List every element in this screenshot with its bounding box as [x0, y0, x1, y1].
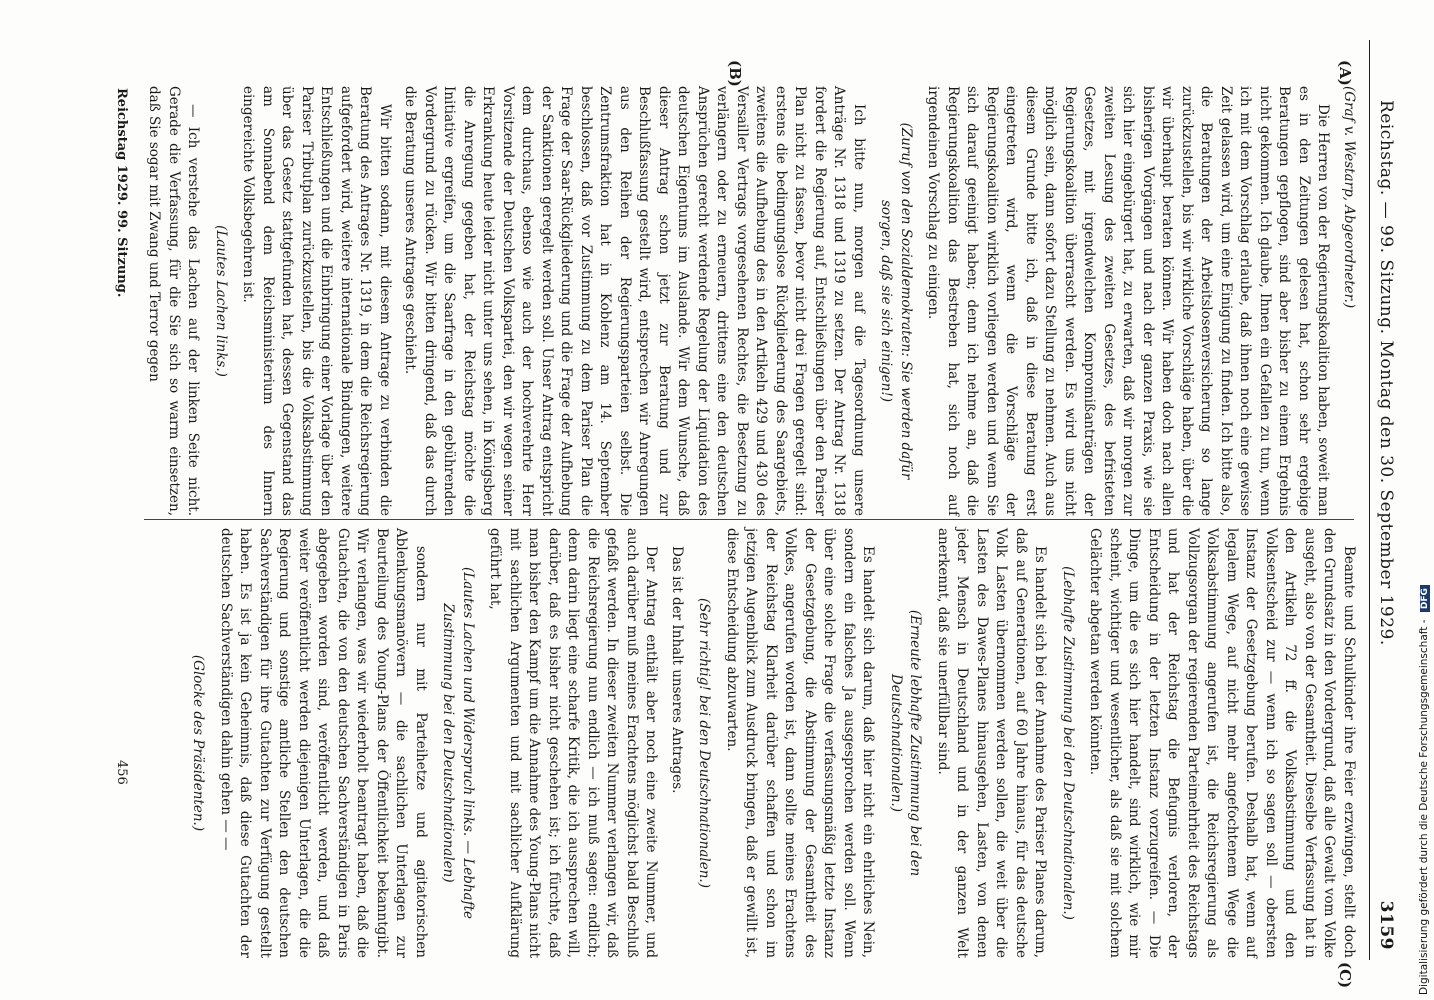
credit-text: Digitalisierung gefördert durch die Deutsche Forschungsgemeinschaft - [1418, 619, 1430, 995]
paragraph: Der Antrag enthält aber noch eine zweite Nummer, und auch darüber muß meines Erachtens möglichst bald Beschluß gefaßt werden. In dieser zweiten Nummer verlangen wir, daß die Reichsregierung nun endlich — ich muß sagen: endlich; denn darin liegt eine scharfe Kritik, die ich aussprechen will, darüber, daß es bisher nicht geschehen ist; ich fürchte, daß man bisher den Kampf um die Annahme des Young-Plans nicht mit sachlichen Argumenten und mit sachlicher Aufklärung geführt hat, [487, 528, 660, 958]
footer-sheet-number: 456 [114, 760, 129, 785]
interjection: (Sehr richtig! bei den Deutschnationalen.) [696, 598, 713, 888]
paragraph: Die Herren von der Regierungskoalition haben, soweit man es in den Zeitungen gelesen hat, schon sehr ergebige Beratungen gepflogen, sind aber bisher zu einem Ergebnis nicht gekommen. Ich glaube, Ihnen ein Gefallen zu tun, wenn ich mit dem Vorschlag erlaube, daß ihnen noch eine gewisse Zeit gelassen wird, um eine Einigung zu finden. Ich bitte also, die Beratungen der Arbeitslosenversicherung so lange zurückzustellen, bis wir wirkliche Vorschläge haben, über die wir überhaupt beraten können. Wir haben doch nach allen bisherigen Vorgängen und nach der ganzen Praxis, wie sie sich hier eingebürgert hat, zu erwarten, daß wir morgen zur zweiten Lesung des zweiten Gesetzes, des befristeten Gesetzes, mit irgendwelchen Kompromißanträgen der Regierungskoalition überrascht werden. Es wird uns nicht möglich sein, dann sofort dazu Stellung zu nehmen. Auch aus diesem Grunde bitte ich, daß in diese Beratung erst eingetreten wird, wenn die Vorschläge der Regierungskoalition wirklich vorliegen werden und wenn Sie sich darauf geeinigt haben; denn ich nehme an, daß die Regierungskoalition das Bestreben hat, sich noch auf irgendeinen Vorschlag zu einigen. [925, 86, 1332, 516]
margin-marker-a: (A) [1336, 60, 1354, 86]
column-divider [144, 519, 1354, 520]
interjection: (Lebhafte Zustimmung bei den Deutschnationalen.) [1060, 566, 1076, 920]
digitization-credit [1418, 588, 1434, 995]
margin-marker-c: (C) [1336, 962, 1354, 989]
left-column [138, 86, 1358, 516]
paragraph: Das ist der Inhalt unseres Antrages. [669, 546, 685, 794]
interjection: (Erneute lebhafte Zustimmung bei den Deutschnationalen.) [888, 609, 924, 877]
dfg-logo: DFG [1420, 585, 1430, 612]
page-number: 3159 [1376, 900, 1396, 950]
interjection: (Lautes Lachen links.) [213, 225, 229, 377]
paragraph: Es handelt sich bei der Annahme des Pariser Planes darum, daß auf Generationen, auf 60 Jahre hinaus, für das deutsche Volk Lasten übernommen werden sollen, die weit über die Lasten des Dawes-Planes hinausgehen, Lasten, von denen jeder Mensch in Deutschland und in der ganzen Welt anerkennt, daß sie unerfüllbar sind. [935, 528, 1049, 958]
paragraph: — Ich verstehe das Lachen auf der linken Seite nicht. Gerade die Verfassung, für die Sie sich so warm einsetzen, daß Sie sogar mit Zwang und Terror gegen [146, 86, 202, 516]
paragraph: sondern nur mit Parteihetze und agitatorischen Ablenkungsmanövern — die sachlichen Unterlagen zur Beurteilung des Young-Plans der Öffentlichkeit bekanntgibt. Wir verlangen, was wir wiederholt beantragt haben, daß die Gutachten, die von den deutschen Sachverständigen in Paris abgegeben worden sind, veröffentlicht werden, und daß weiter veröffentlicht werden diejenigen Unterlagen, die die Regierung und sonstige amtliche Stellen den deutschen Sachverständigen für ihre Gutachten zur Verfügung gestellt haben. Es ist ja kein Geheimnis, daß diese Gutachten der deutschen Sachverständigen dahin gehen — — [218, 528, 429, 958]
footer-session: Reichstag 1929. 99. Sitzung. [114, 88, 129, 298]
margin-marker-b: (B) [726, 60, 744, 87]
speaker-line: (Graf v. Westarp, Abgeordneter.) [1341, 86, 1357, 309]
interjection: (Lautes Lachen und Widerspruch links. — Lebhafte Zustimmung bei den Deutschnationalen) [440, 566, 476, 920]
right-column [180, 528, 1358, 958]
paragraph: Ich bitte nun, morgen auf die Tagesordnung unsere Anträge Nr. 1318 und 1319 zu setzen. Der Antrag Nr. 1318 fordert die Regierung auf, Entschließungen über den Pariser Plan nicht zu fassen, bevor nicht drei Fragen geregelt sind: erstens die bedingungslose Rückgliederung des Saargebiets, zweitens die Aufhebung des in den Artikeln 429 und 430 des Versailler Vertrags vorgesehenen Rechtes, die Besetzung zu verlängern oder zu erneuern, drittens eine den deutschen Ansprüchen gerecht werdende Regelung der Liquidation des deutschen Eigentums im Auslande. Wir dem Wunsche, daß dieser Antrag schon jetzt zur Beratung und zur Beschlußfassung gestellt wird, entsprechen wir Anregungen aus den Reihen der Regierungsparteien selbst. Die Zentrumsfraktion hat in Koblenz am 14. September beschlossen, daß vor Zustimmung zu dem Pariser Plan die Frage der Saar-Rückgliederung und die Frage der Aufhebung der Sanktionen geregelt werden soll. Unser Antrag entspricht dem durchaus, ebenso wie auch der hochverehrte Herr Vorsitzende der Deutschen Volkspartei, den wir wegen seiner Erkrankung heute leider nicht unter uns sehen, in Königsberg die Anregung gegeben hat, der Reichstag möchte die Initiative ergreifen, um die Saarfrage in den gebührenden Vordergrund zu rücken. Wir bitten dringend, daß das durch die Beratung unseres Antrages geschieht. [402, 86, 867, 516]
header-title: Reichstag. — 99. Sitzung. Montag den 30. September 1929. [1376, 100, 1396, 646]
paragraph: Wir bitten sodann, mit diesem Antrage zu verbinden die Beratung des Antrages Nr. 1319, in dem die Reichsregierung aufgefordert wird, weitere internationale Bindungen, weitere Entschließungen und die Einbringung einer Vorlage über den Pariser Tributplan zurückzustellen, bis die Volksabstimmung über das Gesetz stattgefunden hat, dessen Gegenstand das am Sonnabend dem Reichsministerium des Innern eingereichte Volksbegehren ist. [240, 86, 393, 516]
interjection: (Zuruf von den Sozialdemokraten: Sie werden dafür sorgen, daß sie sich einigen!) [878, 122, 914, 480]
paragraph: Es handelt sich darum, daß hier nicht ein ehrliches Nein, sondern ein falsches Ja ausgesprochen werden soll. Wenn über eine solche Frage die verfassungsmäßig letzte Instanz der Gesetzgebung, die Abstimmung der Gesamtheit des Volkes, angerufen worden ist, dann sollte meines Erachtens der Reichstag Klarheit darüber schaffen und schon im jetzigen Augenblick zum Ausdruck bringen, daß er gewillt ist, diese Entscheidung abzuwarten. [724, 528, 877, 958]
paragraph: Beamte und Schulkinder ihre Feier erzwingen, stellt doch den Grundsatz in den Vordergrund, daß alle Gewalt vom Volke ausgeht, also von der Gesamtheit. Dieselbe Verfassung hat in den Artikeln 72 ff. die Volksabstimmung und den Volksentscheid zur — wenn ich so sagen soll — obersten Instanz der Gesetzgebung berufen. Deshalb hat, wenn auf legalem Wege, auf nicht mehr angefochtenem Wege die Volksabstimmung angerufen ist, die Reichsregierung als Vollzugsorgan der regierenden Parteimehrheit des Reichstags und hat der Reichstag die Befugnis verloren, der Entscheidung in der letzten Instanz vorzugreifen. — Die Dinge, um die es sich hier handelt, sind wirklich, wie mir scheint, wichtiger und wesentlicher, als daß sie mit solchem Gelächter abgetan werden könnten. [1087, 528, 1357, 958]
page-header [1369, 40, 1400, 960]
interjection: (Glocke des Präsidenten.) [190, 654, 207, 832]
